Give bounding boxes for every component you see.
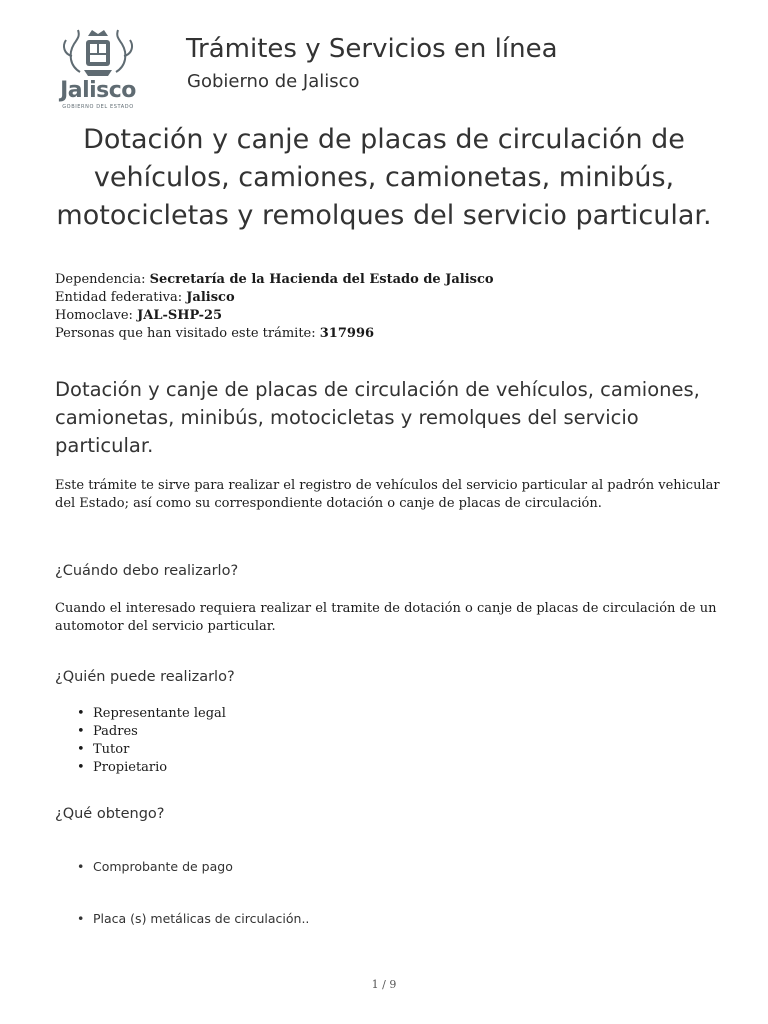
obtengo-heading: ¿Qué obtengo? xyxy=(55,806,165,822)
obtengo-list-1 xyxy=(77,859,233,874)
homoclave-value: JAL-SHP-25 xyxy=(137,308,223,323)
list-item: • Placa (s) metálicas de circulación.. xyxy=(77,911,309,926)
logo-subtext: GOBIERNO DEL ESTADO xyxy=(62,104,134,110)
homoclave-row xyxy=(55,307,494,325)
entidad-value: Jalisco xyxy=(186,290,235,305)
list-item: • Propietario xyxy=(77,759,226,777)
coat-of-arms-icon xyxy=(50,26,146,78)
dependencia-value: Secretaría de la Hacienda del Estado de Jalisco xyxy=(149,272,494,287)
logo-wordmark: Jalisco xyxy=(60,78,136,103)
dependencia-row xyxy=(55,271,494,289)
cuando-heading: ¿Cuándo debo realizarlo? xyxy=(55,563,239,579)
entidad-row xyxy=(55,289,494,307)
page-number: 1 / 9 xyxy=(371,978,397,991)
quien-list xyxy=(77,705,226,777)
obtengo-list-2 xyxy=(77,911,309,926)
jalisco-logo xyxy=(50,26,146,112)
list-item: • Comprobante de pago xyxy=(77,859,233,874)
site-title: Trámites y Servicios en línea xyxy=(186,34,558,64)
visitas-row xyxy=(55,325,494,343)
visitas-label: Personas que han visitado este trámite: xyxy=(55,326,316,341)
dependencia-label: Dependencia: xyxy=(55,272,146,287)
entidad-label: Entidad federativa: xyxy=(55,290,183,305)
site-subtitle: Gobierno de Jalisco xyxy=(187,71,360,92)
list-item: • Padres xyxy=(77,723,226,741)
section-title: Dotación y canje de placas de circulación de vehículos, camiones, camionetas, minibús, motocicletas y remolques del servicio particular. xyxy=(55,378,700,457)
page-title: Dotación y canje de placas de circulación de vehículos, camiones, camionetas, minibús, motocicletas y remolques del servicio particular. xyxy=(56,124,712,231)
description-paragraph: Este trámite te sirve para realizar el registro de vehículos del servicio particular al padrón vehicular del Estado; así como su correspondiente dotación o canje de placas de circulación. xyxy=(55,478,720,511)
cuando-paragraph: Cuando el interesado requiera realizar el tramite de dotación o canje de placas de circulación de un automotor del servicio particular. xyxy=(55,601,717,634)
homoclave-label: Homoclave: xyxy=(55,308,133,323)
list-item: • Tutor xyxy=(77,741,226,759)
procedure-metadata xyxy=(55,271,494,343)
list-item: • Representante legal xyxy=(77,705,226,723)
quien-heading: ¿Quién puede realizarlo? xyxy=(55,669,235,685)
visitas-value: 317996 xyxy=(319,326,375,341)
